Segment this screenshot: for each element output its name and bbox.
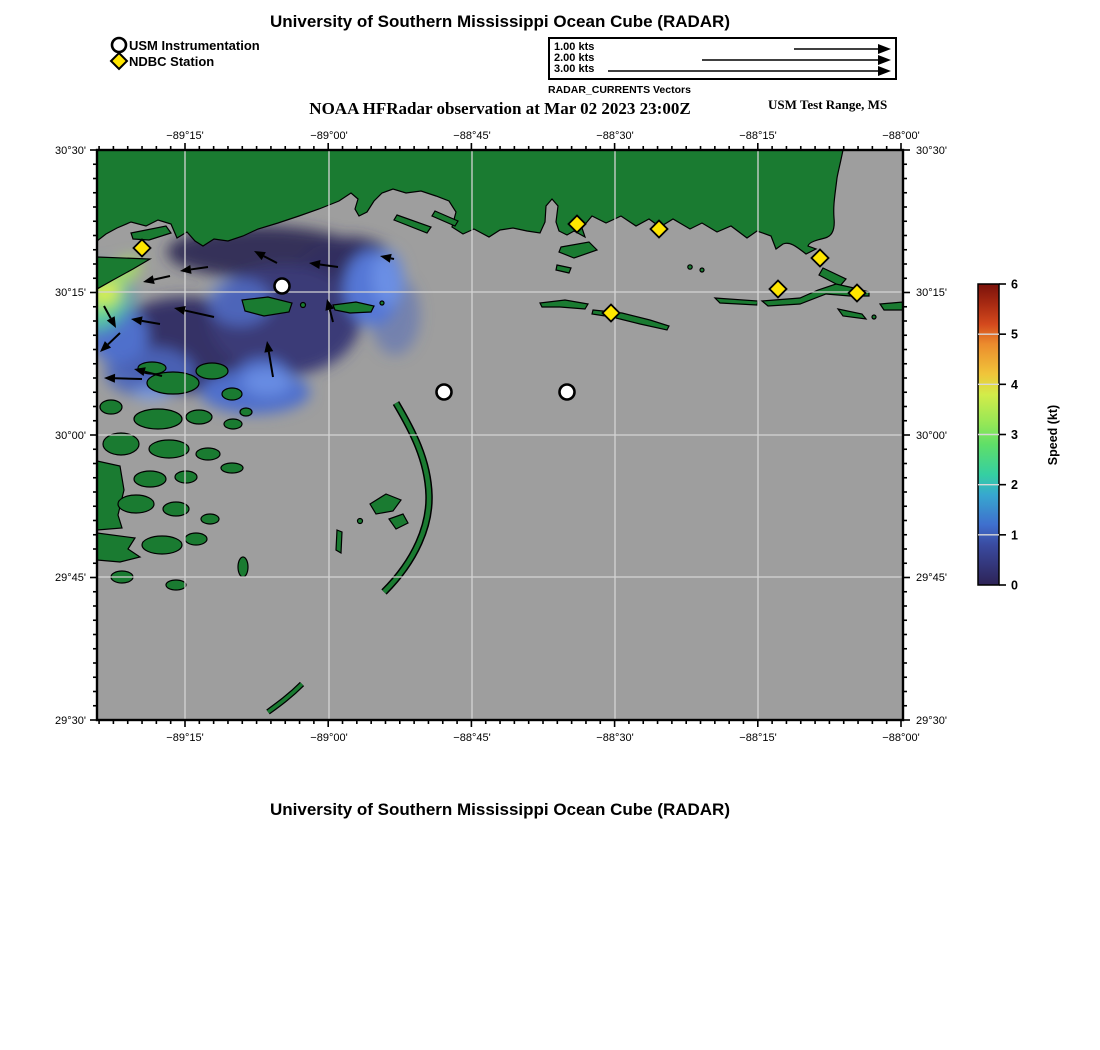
usm-station-marker xyxy=(437,385,452,400)
colorbar-tick-label: 1 xyxy=(1011,528,1018,543)
legend-ndbc-label: NDBC Station xyxy=(129,54,215,69)
usm-station-marker xyxy=(275,279,290,294)
x-axis-label-top: −89°00' xyxy=(310,130,348,142)
x-axis-label-bottom: −88°00' xyxy=(882,732,920,744)
vector-scale-1kt-label: 1.00 kts xyxy=(554,41,595,53)
x-axis-label-top: −89°15' xyxy=(166,130,204,142)
y-axis-label-left: 29°30' xyxy=(55,715,86,727)
x-axis-label-top: −88°30' xyxy=(596,130,634,142)
colorbar-tick-label: 2 xyxy=(1011,478,1018,493)
x-axis-label-bottom: −89°15' xyxy=(166,732,204,744)
x-axis-label-bottom: −88°45' xyxy=(453,732,491,744)
x-axis-label-top: −88°00' xyxy=(882,130,920,142)
map-subtitle: NOAA HFRadar observation at Mar 02 2023 23:00Z xyxy=(309,99,691,118)
y-axis-label-right: 29°45' xyxy=(916,572,947,584)
x-axis-label-bottom: −88°30' xyxy=(596,732,634,744)
usm-station-marker xyxy=(560,385,575,400)
y-axis-label-right: 30°15' xyxy=(916,287,947,299)
figure-title: University of Southern Mississippi Ocean Cube (RADAR) xyxy=(269,12,730,31)
colorbar-axis-label: Speed (kt) xyxy=(1046,404,1060,466)
vector-scale-3kt-label: 3.00 kts xyxy=(554,63,595,75)
y-axis-label-right: 30°00' xyxy=(916,430,947,442)
y-axis-label-right: 29°30' xyxy=(916,715,947,727)
vector-scale-2kt-label: 2.00 kts xyxy=(554,52,595,64)
y-axis-label-left: 29°45' xyxy=(55,572,86,584)
y-axis-label-left: 30°00' xyxy=(55,430,86,442)
colorbar-tick-label: 3 xyxy=(1011,428,1018,442)
vector-shaft xyxy=(391,258,394,259)
colorbar-tick-label: 0 xyxy=(1011,578,1018,593)
x-axis-label-top: −88°45' xyxy=(453,130,491,142)
colorbar-tick-label: 4 xyxy=(1011,377,1018,392)
y-axis-label-left: 30°30' xyxy=(55,145,86,157)
vector-shaft xyxy=(115,378,142,379)
y-axis-label-left: 30°15' xyxy=(55,287,86,299)
x-axis-label-bottom: −88°15' xyxy=(739,732,777,744)
colorbar-tick-label: 6 xyxy=(1011,277,1018,292)
range-label: USM Test Range, MS xyxy=(768,97,888,112)
x-axis-label-bottom: −89°00' xyxy=(310,732,348,744)
figure-footer-title: University of Southern Mississippi Ocean Cube (RADAR) xyxy=(269,800,730,819)
colorbar-tick-label: 5 xyxy=(1011,327,1018,342)
colorbar xyxy=(978,278,1018,593)
vector-scale-caption: RADAR_CURRENTS Vectors xyxy=(548,84,691,96)
x-axis-label-top: −88°15' xyxy=(739,130,777,142)
legend-usm-label: USM Instrumentation xyxy=(129,38,260,53)
y-axis-label-right: 30°30' xyxy=(916,145,947,157)
